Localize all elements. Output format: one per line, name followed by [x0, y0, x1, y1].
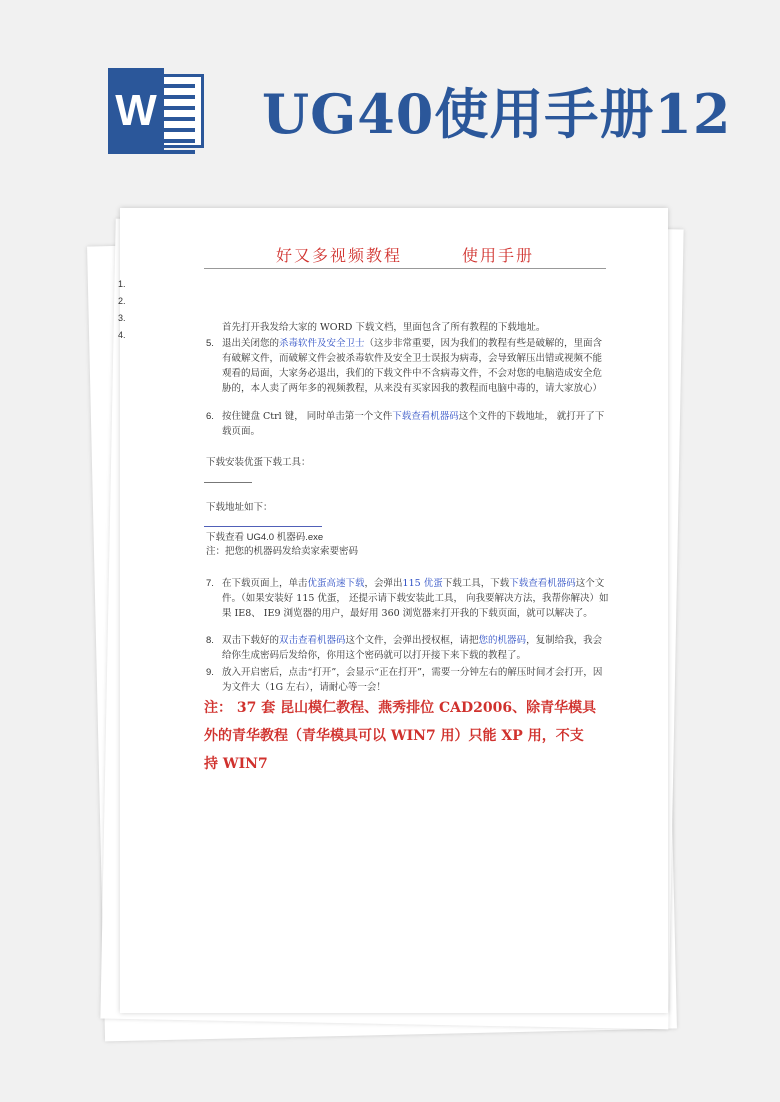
- banner: [0, 0, 780, 200]
- red-note-line: 持 WIN7: [204, 756, 268, 772]
- doc-header-left: 好又多视频教程: [276, 246, 403, 265]
- item-body: 放入开启密后，点击“打开”，会显示“正在打开”，需要一分钟左右的解压时间才会打开，因为文件大（1G 左右），请耐心等一会！: [222, 667, 603, 693]
- item-body: 按住键盘 Ctrl 键， 同时单击第一个文件下载查看机器码这个文件的下载地址， 就打开了下载页面。: [222, 411, 605, 437]
- tool-label: 下载安装优蛋下载工具：: [206, 457, 311, 468]
- address-label: 下载地址如下：: [206, 502, 273, 513]
- item-number: 7.: [206, 578, 214, 589]
- doc-header: [204, 238, 606, 269]
- item-number: 5.: [206, 338, 214, 349]
- machine-code-link[interactable]: 下载查看机器码: [392, 411, 459, 422]
- item-number: 8.: [206, 635, 214, 646]
- red-note: [204, 694, 614, 778]
- item-number: 6.: [206, 411, 214, 422]
- document-page: [120, 208, 668, 1013]
- item-number: 9.: [206, 667, 214, 678]
- view-machine-code-link[interactable]: 双击查看机器码: [279, 635, 346, 646]
- list-marker: 3.: [118, 313, 126, 323]
- list-marker: 1.: [118, 279, 126, 289]
- item-body: 退出关闭您的杀毒软件及安全卫士（这步非常重要，因为我们的教程有些是破解的，里面含有破解文件，而破解文件会被杀毒软件及安全卫士误报为病毒，会导致解压出错或视频不能观看的局面，大家务必退出，我们的下载文件中不含病毒文件，不会对您的电脑造成安全危胁的，本人卖了两年多的视频教程，从来没有买家因我的教程而电脑中毒的，请大家放心）: [222, 338, 603, 394]
- fast-download-link[interactable]: 优蛋高速下载: [307, 578, 365, 589]
- list-marker: 4.: [118, 330, 126, 340]
- file-note: 注：把您的机器码发给卖家索要密码: [206, 546, 359, 557]
- red-note-line: 外的青华教程（青华模具可以 WIN7 用）只能 XP 用，不支: [204, 728, 584, 744]
- machine-code-link[interactable]: 下载查看机器码: [509, 578, 576, 589]
- red-note-line: 注： 37 套 昆山模仁教程、燕秀排位 CAD2006、除青华模具: [204, 700, 597, 716]
- word-icon: [108, 68, 208, 154]
- word-icon-letter: W: [108, 68, 164, 154]
- item-body: 在下载页面上，单击优蛋高速下载，会弹出115 优蛋下载工具，下载下载查看机器码这个文件。（如果安装好 115 优蛋， 还提示请下载安装此工具， 向我要解决方法，我帮你解决）如果 IE8、 IE9 浏览器的用户，最好用 360 浏览器来打开我的下载页面，就可以解决了。: [222, 578, 609, 619]
- doc-header-right: 使用手册: [462, 246, 535, 265]
- divider: [204, 482, 252, 483]
- list-marker: 2.: [118, 296, 126, 306]
- your-machine-code-link[interactable]: 您的机器码: [478, 635, 527, 646]
- youdan-link[interactable]: 115 优蛋: [402, 578, 443, 589]
- item-body: 双击下载好的双击查看机器码这个文件，会弹出授权框，请把您的机器码，复制给我，我会给你生成密码后发给你，你用这个密码就可以打开接下来下载的教程了。: [222, 635, 603, 661]
- list-markers: [118, 276, 132, 344]
- divider: [204, 526, 322, 527]
- antivirus-link[interactable]: 杀毒软件及安全卫士: [279, 338, 365, 349]
- page-title: UG40使用手册12: [262, 82, 732, 146]
- intro-text: 首先打开我发给大家的 WORD 下载文档，里面包含了所有教程的下载地址。: [222, 322, 546, 333]
- file-name-link[interactable]: 下载查看 UG4.0 机器码.exe: [206, 532, 324, 543]
